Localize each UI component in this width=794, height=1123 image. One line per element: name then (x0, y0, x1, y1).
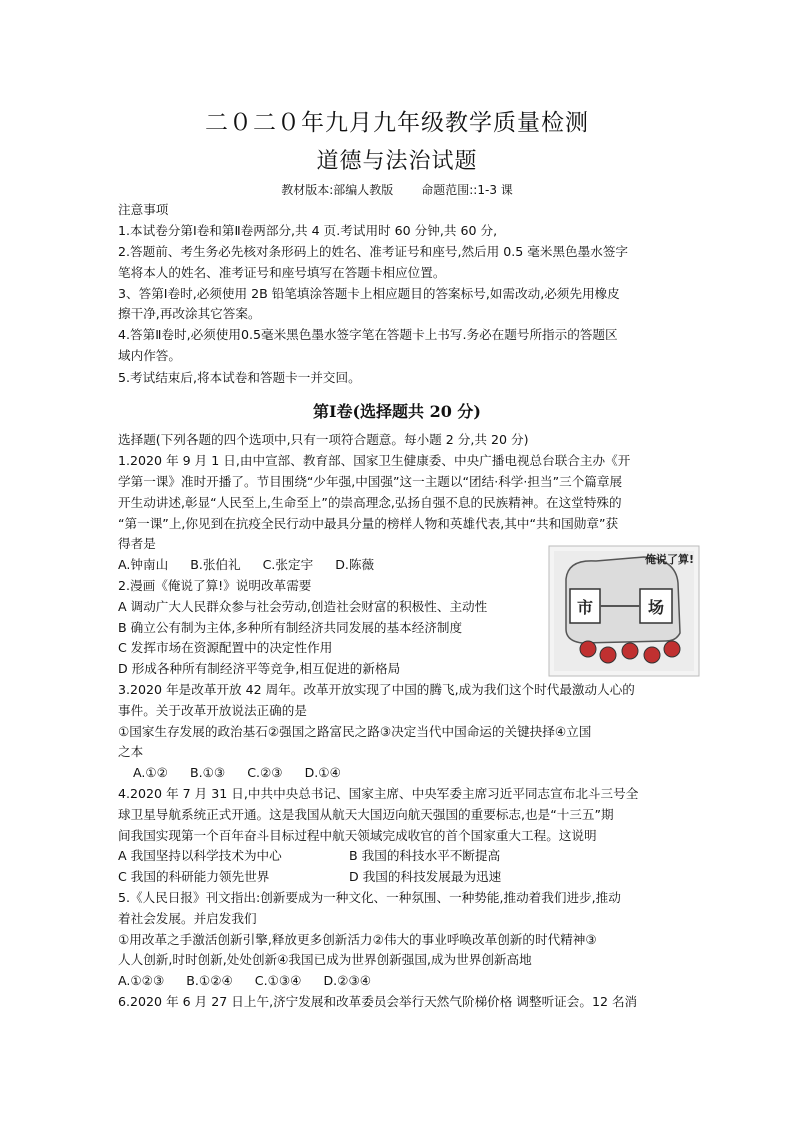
notice-line: 5.考试结束后,将本试卷和答题卡一并交回。 (118, 370, 361, 385)
question-1-line: “第一课”上,你见到在抗疫全民行动中最具分量的榜样人物和英雄代表,其中“共和国勋章”获 (118, 516, 619, 531)
notice-line: 擦干净,再改涂其它答案。 (118, 306, 261, 321)
option-d[interactable]: D.②③④ (323, 973, 372, 988)
question-4-line: 间我国实现第一个百年奋斗目标过程中航天领域完成收官的首个国家重大工程。这说明 (118, 828, 597, 843)
cartoon-caption: 俺说了算! (644, 553, 694, 566)
textbook-edition: 教材版本:部编人教版 (281, 183, 394, 197)
notice-line: 2.答题前、考生务必先核对条形码上的姓名、准考证号和座号,然后用 0.5 毫米黑色墨水签字 (118, 244, 629, 259)
section-instruction: 选择题(下列各题的四个选项中,只有一项符合题意。每小题 2 分,共 20 分) (118, 432, 529, 447)
notice-heading: 注意事项 (118, 202, 169, 217)
notice-line: 域内作答。 (118, 348, 181, 363)
option-d[interactable]: D.陈薇 (335, 557, 375, 572)
question-3-line: 3.2020 年是改革开放 42 周年。改革开放实现了中国的腾飞,成为我们这个时代最激动人心的 (118, 682, 635, 697)
question-6-line: 6.2020 年 6 月 27 日上午,济宁发展和改革委员会举行天然气阶梯价格 调整听证会。12 名消 (118, 994, 638, 1009)
exam-subject: 道德与法治试题 (316, 149, 478, 174)
option-c[interactable]: C 我国的科研能力领先世界 (118, 869, 270, 884)
question-5-line: ①用改革之手激活创新引擎,释放更多创新活力②伟大的事业呼唤改革创新的时代精神③ (118, 932, 597, 947)
question-5-line: 5.《人民日报》刊文指出:创新要成为一种文化、一种氛围、一种势能,推动着我们进步,推动 (118, 890, 621, 905)
notice-line: 笔将本人的姓名、准考证号和座号填写在答题卡相应位置。 (118, 265, 446, 280)
option-a[interactable]: A.钟南山 (118, 557, 169, 572)
notice-line: 1.本试卷分第Ⅰ卷和第Ⅱ卷两部分,共 4 页.考试用时 60 分钟,共 60 分, (118, 223, 498, 238)
question-1-line: 开生动讲述,彰显“人民至上,生命至上”的崇高理念,弘扬自强不息的民族精神。在这堂特殊的 (118, 495, 622, 510)
exam-scope: 命题范围::1-3 课 (421, 183, 513, 197)
option-b[interactable]: B 我国的科技水平不断提高 (349, 848, 501, 863)
option-a[interactable]: A.①② (133, 765, 168, 780)
cartoon-char-left: 市 (576, 598, 594, 617)
cartoon-char-right: 场 (647, 598, 665, 617)
option-b[interactable]: B 确立公有制为主体,多种所有制经济共同发展的基本经济制度 (118, 620, 463, 635)
option-a[interactable]: A 我国坚持以科学技术为中心 (118, 848, 282, 863)
option-c[interactable]: C.①③④ (254, 973, 302, 988)
exam-title: 二０二０年九月九年级教学质量检测 (205, 110, 589, 136)
question-1-line: 学第一课》准时开播了。节目围绕“少年强,中国强”这一主题以“团结·科学·担当”三个篇章展 (118, 474, 623, 489)
option-b[interactable]: B.①③ (189, 765, 226, 780)
exam-meta (0, 181, 794, 198)
option-d[interactable]: D 我国的科技发展最为迅速 (349, 869, 502, 884)
question-3-options (133, 764, 363, 782)
notice-line: 3、答第Ⅰ卷时,必须使用 2B 铅笔填涂答题卡上相应题目的答案标号,如需改动,必须先用橡皮 (118, 286, 620, 301)
option-b[interactable]: B.①②④ (186, 973, 233, 988)
option-a[interactable]: A 调动广大人民群众参与社会劳动,创造社会财富的积极性、主动性 (118, 599, 488, 614)
question-3-line: 之本 (118, 744, 144, 759)
question-1-line: 得者是 (118, 536, 156, 551)
question-1-options (118, 556, 396, 574)
question-3-line: 事件。关于改革开放说法正确的是 (118, 703, 307, 718)
question-3-line: ①国家生存发展的政治基石②强国之路富民之路③决定当代中国命运的关键抉择④立国 (118, 724, 592, 739)
option-c[interactable]: C.②③ (247, 765, 283, 780)
option-b[interactable]: B.张伯礼 (190, 557, 241, 572)
option-c[interactable]: C 发挥市场在资源配置中的决定性作用 (118, 640, 333, 655)
question-5-options (118, 972, 393, 990)
question-4-line: 4.2020 年 7 月 31 日,中共中央总书记、国家主席、中央军委主席习近平同志宣布北斗三号全 (118, 786, 639, 801)
option-c[interactable]: C.张定宇 (262, 557, 314, 572)
option-d[interactable]: D.①④ (304, 765, 341, 780)
option-d[interactable]: D 形成各种所有制经济平等竞争,相互促进的新格局 (118, 661, 401, 676)
question-2-stem: 2.漫画《俺说了算!》说明改革需要 (118, 578, 312, 593)
question-1-line: 1.2020 年 9 月 1 日,由中宣部、教育部、国家卫生健康委、中央广播电视总台联合主办《开 (118, 453, 631, 468)
option-a[interactable]: A.①②③ (118, 973, 165, 988)
section-title: 第Ⅰ卷(选择题共 20 分) (312, 402, 482, 421)
notice-line: 4.答第Ⅱ卷时,必须使用0.5毫米黑色墨水签字笔在答题卡上书写.务必在题号所指示的答题区 (118, 327, 618, 342)
question-5-line: 人人创新,时时创新,处处创新④我国已成为世界创新强国,成为世界创新高地 (118, 952, 532, 967)
question-4-line: 球卫星导航系统正式开通。这是我国从航天大国迈向航天强国的重要标志,也是“十三五”期 (118, 807, 614, 822)
question-5-line: 着社会发展。并启发我们 (118, 911, 257, 926)
cartoon-image (548, 545, 700, 677)
